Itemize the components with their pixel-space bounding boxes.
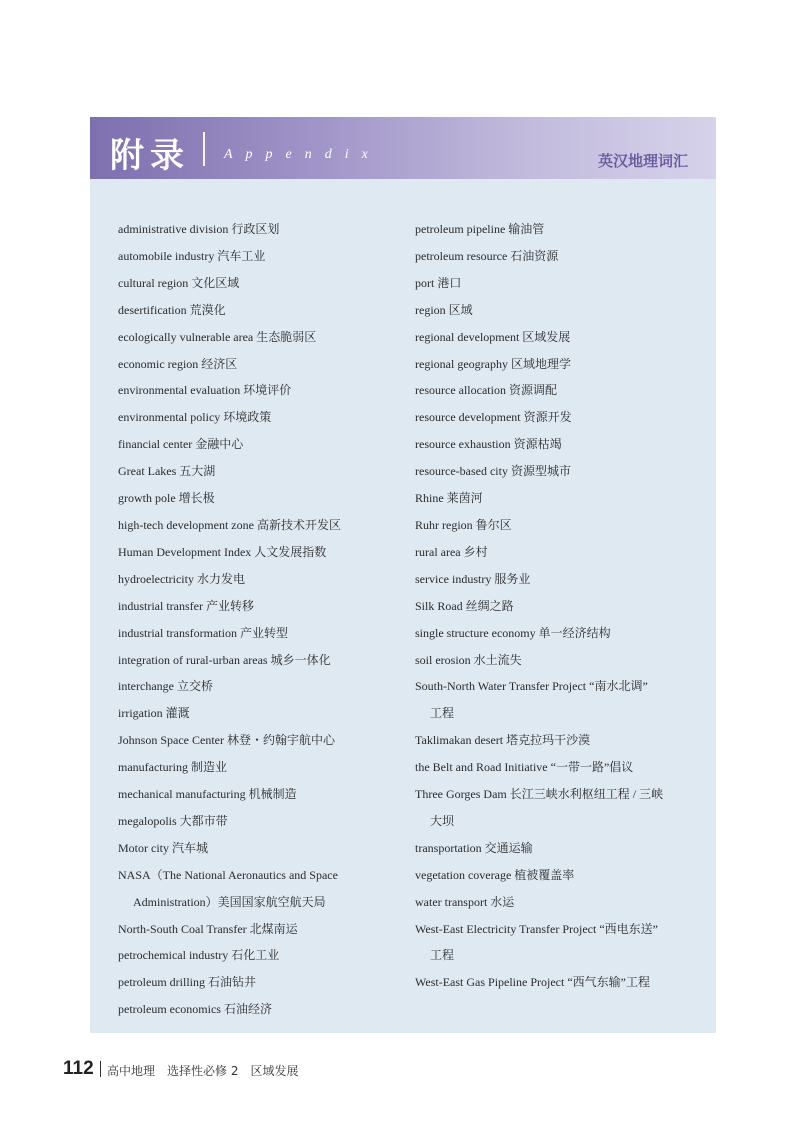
glossary-term: petroleum pipeline 输油管 [415, 222, 545, 236]
glossary-term: petroleum drilling 石油钻井 [118, 975, 256, 990]
glossary-term-continuation: 大坝 [430, 813, 455, 828]
glossary-entry [415, 566, 710, 593]
glossary-term: rural area 乡村 [415, 544, 488, 559]
glossary-column-right [415, 216, 710, 996]
glossary-entry [415, 485, 710, 512]
glossary-term: Johnson Space Center 林登・约翰宇航中心 [118, 733, 335, 748]
glossary-entry [415, 889, 710, 916]
glossary-term: West-East Gas Pipeline Project “西气东输”工程 [415, 975, 650, 990]
glossary-entry [118, 539, 418, 566]
glossary-term: manufacturing 制造业 [118, 760, 227, 775]
glossary-entry [415, 673, 710, 727]
glossary-term: resource allocation 资源调配 [415, 383, 557, 398]
glossary-entry [118, 727, 418, 754]
glossary-term: petroleum resource 石油资源 [415, 248, 559, 263]
glossary-term: megalopolis 大都市带 [118, 813, 228, 828]
glossary-entry [118, 404, 418, 431]
glossary-entry [415, 404, 710, 431]
glossary-entry [118, 620, 418, 647]
glossary-term: transportation 交通运输 [415, 840, 533, 855]
glossary-entry [118, 243, 418, 270]
glossary-term: resource-based city 资源型城市 [415, 464, 571, 479]
glossary-entry [118, 458, 418, 485]
glossary-entry [118, 942, 418, 969]
glossary-entry [118, 673, 418, 700]
glossary-term: service industry 服务业 [415, 571, 531, 586]
glossary-term-continuation: 工程 [430, 706, 455, 721]
glossary-term: environmental policy 环境政策 [118, 410, 272, 425]
footer-divider [100, 1061, 101, 1077]
glossary-entry [118, 216, 418, 243]
glossary-entry [118, 351, 418, 378]
glossary-entry [415, 270, 710, 297]
glossary-entry [415, 781, 710, 835]
glossary-entry [118, 862, 418, 916]
glossary-entry [415, 593, 710, 620]
glossary-entry [415, 324, 710, 351]
glossary-term: water transport 水运 [415, 894, 515, 909]
glossary-entry [415, 297, 710, 324]
glossary-entry [118, 754, 418, 781]
glossary-term: hydroelectricity 水力发电 [118, 571, 245, 586]
header-divider [203, 132, 205, 166]
glossary-term: soil erosion 水土流失 [415, 652, 522, 667]
glossary-term: South-North Water Transfer Project “南水北调” [415, 679, 648, 694]
glossary-term: the Belt and Road Initiative “一带一路”倡议 [415, 760, 634, 775]
glossary-entry [415, 727, 710, 754]
glossary-term: North-South Coal Transfer 北煤南运 [118, 921, 298, 936]
glossary-entry [415, 647, 710, 674]
glossary-entry [415, 862, 710, 889]
glossary-entry [415, 835, 710, 862]
glossary-entry [118, 297, 418, 324]
glossary-term: industrial transformation 产业转型 [118, 625, 288, 640]
glossary-term: region 区域 [415, 302, 473, 317]
book-title: 高中地理 选择性必修 2 区域发展 [107, 1064, 299, 1078]
page-number: 112 [63, 1058, 94, 1079]
glossary-term: Motor city 汽车城 [118, 840, 208, 855]
glossary-term: vegetation coverage 植被覆盖率 [415, 867, 575, 882]
glossary-entry [118, 969, 418, 996]
glossary-entry [415, 243, 710, 270]
glossary-term: Silk Road 丝绸之路 [415, 598, 514, 613]
glossary-entry [118, 512, 418, 539]
glossary-term: growth pole 增长极 [118, 491, 215, 506]
glossary-entry [118, 647, 418, 674]
glossary-entry [118, 324, 418, 351]
glossary-term: resource development 资源开发 [415, 410, 572, 425]
glossary-term: Taklimakan desert 塔克拉玛干沙漠 [415, 733, 591, 748]
appendix-subtitle: Appendix [224, 147, 381, 162]
glossary-term: high-tech development zone 高新技术开发区 [118, 517, 341, 532]
glossary-term: resource exhaustion 资源枯竭 [415, 437, 562, 452]
glossary-entry [415, 377, 710, 404]
glossary-term: Rhine 莱茵河 [415, 491, 483, 506]
glossary-term: petrochemical industry 石化工业 [118, 948, 280, 963]
glossary-entry [118, 916, 418, 943]
glossary-entry [118, 781, 418, 808]
glossary-entry [118, 566, 418, 593]
glossary-term: port 港口 [415, 275, 462, 290]
glossary-term-continuation: 工程 [430, 948, 455, 963]
glossary-term: interchange 立交桥 [118, 679, 213, 694]
glossary-term: mechanical manufacturing 机械制造 [118, 787, 297, 802]
glossary-term: ecologically vulnerable area 生态脆弱区 [118, 329, 317, 344]
glossary-term: West-East Electricity Transfer Project “西电东送” [415, 921, 658, 936]
glossary-entry [415, 969, 710, 996]
glossary-entry [415, 620, 710, 647]
glossary-entry [118, 485, 418, 512]
glossary-term: automobile industry 汽车工业 [118, 248, 266, 263]
glossary-entry [118, 270, 418, 297]
glossary-term: environmental evaluation 环境评价 [118, 383, 292, 398]
glossary-term: economic region 经济区 [118, 356, 238, 371]
glossary-term: Three Gorges Dam 长江三峡水利枢纽工程 / 三峡 [415, 787, 664, 802]
glossary-entry [118, 431, 418, 458]
glossary-entry [415, 539, 710, 566]
glossary-term: single structure economy 单一经济结构 [415, 625, 611, 640]
glossary-term: desertification 荒漠化 [118, 302, 226, 317]
glossary-term: regional geography 区域地理学 [415, 356, 571, 371]
glossary-term-continuation: Administration）美国国家航空航天局 [133, 894, 326, 909]
glossary-term: industrial transfer 产业转移 [118, 598, 254, 613]
glossary-entry [118, 996, 418, 1023]
glossary-term: NASA（The National Aeronautics and Space [118, 867, 338, 882]
glossary-term: Human Development Index 人文发展指数 [118, 544, 327, 559]
glossary-entry [118, 835, 418, 862]
glossary-term: Great Lakes 五大湖 [118, 464, 216, 479]
glossary-entry [415, 431, 710, 458]
appendix-title: 附录 [110, 136, 190, 176]
glossary-term: financial center 金融中心 [118, 437, 244, 452]
glossary-term: administrative division 行政区划 [118, 222, 280, 236]
glossary-entry [415, 351, 710, 378]
glossary-entry [415, 458, 710, 485]
glossary-term: petroleum economics 石油经济 [118, 1002, 272, 1017]
glossary-term: cultural region 文化区域 [118, 275, 240, 290]
glossary-entry [118, 808, 418, 835]
glossary-term: irrigation 灌溉 [118, 706, 190, 721]
glossary-term: Ruhr region 鲁尔区 [415, 517, 512, 532]
glossary-entry [118, 377, 418, 404]
glossary-entry [415, 754, 710, 781]
glossary-column-left [118, 216, 418, 1023]
glossary-entry [118, 593, 418, 620]
glossary-entry [415, 216, 710, 243]
glossary-entry [415, 512, 710, 539]
glossary-term: regional development 区域发展 [415, 329, 571, 344]
glossary-entry [118, 700, 418, 727]
glossary-term: integration of rural-urban areas 城乡一体化 [118, 652, 331, 667]
glossary-entry [415, 916, 710, 970]
glossary-heading: 英汉地理词汇 [597, 152, 688, 170]
